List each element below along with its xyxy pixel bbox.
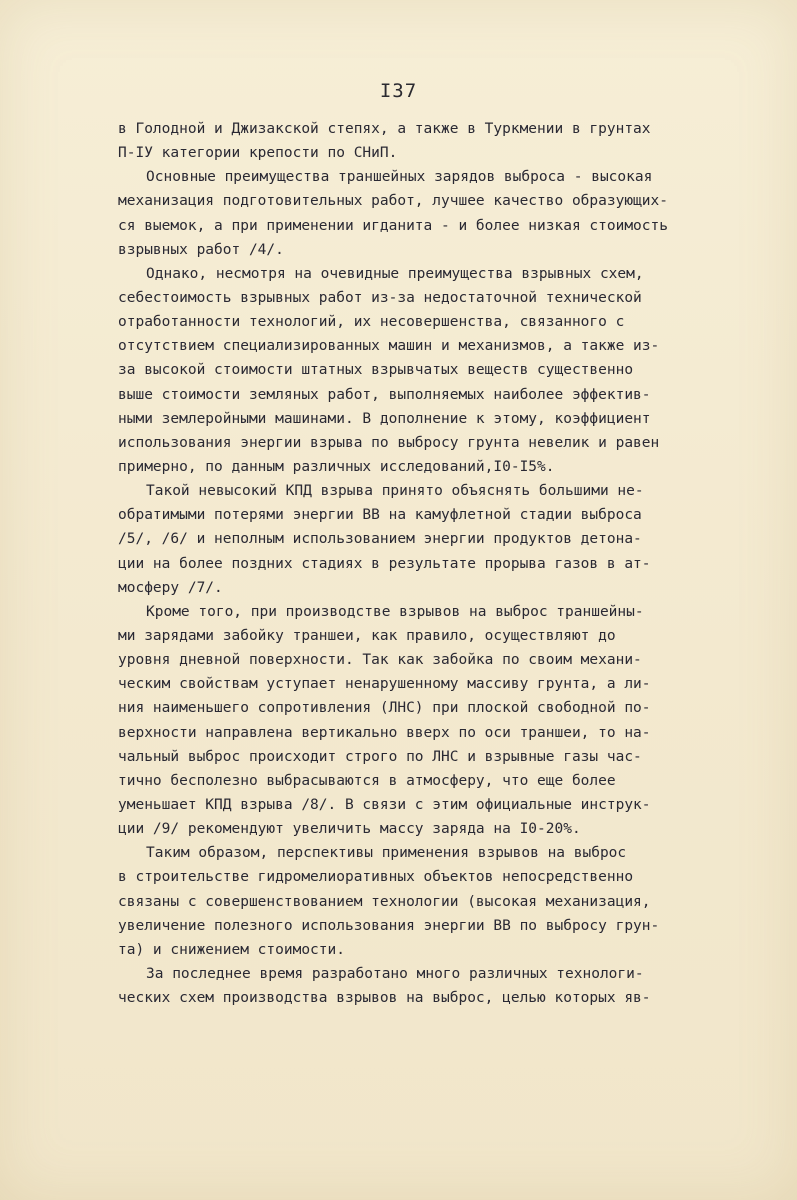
text-line: П-IУ категории крепости по СНиП. (118, 145, 398, 162)
text-line: ными землеройными машинами. В дополнение к этому, коэффициент (118, 410, 651, 427)
text-line: За последнее время разработано много различных технологи- (146, 965, 644, 982)
body-text (118, 117, 708, 1010)
text-line: Основные преимущества траншейных зарядов выброса - высокая (146, 169, 653, 186)
text-line: отсутствием специализированных машин и механизмов, а также из- (118, 338, 660, 355)
text-line: механизация подготовительных работ, лучшее качество образующих- (118, 193, 668, 210)
text-line: взрывных работ /4/. (118, 241, 284, 258)
text-line: Однако, несмотря на очевидные преимущества взрывных схем, (146, 265, 644, 282)
text-line: ческих схем производства взрывов на выброс, целью которых яв- (118, 990, 651, 1007)
text-line: примерно, по данным различных исследований,I0-I5%. (118, 458, 555, 475)
text-line: Таким образом, перспективы применения взрывов на выброс (146, 845, 627, 862)
text-line: тично бесполезно выбрасываются в атмосферу, что еще более (118, 772, 616, 789)
text-line: Такой невысокий КПД взрыва принято объяснять большими не- (146, 483, 644, 500)
text-line: мосферу /7/. (118, 579, 223, 596)
text-line: уменьшает КПД взрыва /8/. В связи с этим официальные инструк- (118, 796, 651, 813)
text-line: /5/, /6/ и неполным использованием энергии продуктов детона- (118, 531, 642, 548)
text-line: отработанности технологий, их несовершенства, связанного с (118, 314, 625, 331)
text-line: ции /9/ рекомендуют увеличить массу заряда на I0-20%. (118, 821, 581, 838)
text-line: верхности направлена вертикально вверх по оси траншеи, то на- (118, 724, 651, 741)
text-line: Кроме того, при производстве взрывов на выброс траншейны- (146, 603, 644, 620)
text-line: связаны с совершенствованием технологии (высокая механизация, (118, 893, 651, 910)
text-line: увеличение полезного использования энергии ВВ по выбросу грун- (118, 917, 660, 934)
text-line: в строительстве гидромелиоративных объектов непосредственно (118, 869, 634, 886)
page-number: I37 (379, 80, 418, 102)
text-line: та) и снижением стоимости. (118, 941, 345, 958)
text-line: уровня дневной поверхности. Так как забойка по своим механи- (118, 652, 642, 669)
text-line: использования энергии взрыва по выбросу грунта невелик и равен (118, 434, 660, 451)
text-line: ния наименьшего сопротивления (ЛНС) при плоской свободной по- (118, 700, 651, 717)
text-line: за высокой стоимости штатных взрывчатых веществ существенно (118, 362, 634, 379)
text-line: чальный выброс происходит строго по ЛНС и взрывные газы час- (118, 748, 642, 765)
text-line: ции на более поздних стадиях в результате прорыва газов в ат- (118, 555, 651, 572)
text-line: в Голодной и Джизакской степях, а также в Туркмении в грунтах (118, 121, 651, 137)
text-line: себестоимость взрывных работ из-за недостаточной технической (118, 289, 642, 306)
text-line: выше стоимости земляных работ, выполняемых наиболее эффектив- (118, 386, 651, 403)
text-line: ми зарядами забойку траншеи, как правило, осуществляют до (118, 627, 616, 644)
text-line: ческим свойствам уступает ненарушенному массиву грунта, а ли- (118, 676, 651, 693)
text-line: обратимыми потерями энергии ВВ на камуфлетной стадии выброса (118, 507, 642, 524)
text-line: ся выемок, а при применении игданита - и более низкая стоимость (118, 217, 668, 234)
